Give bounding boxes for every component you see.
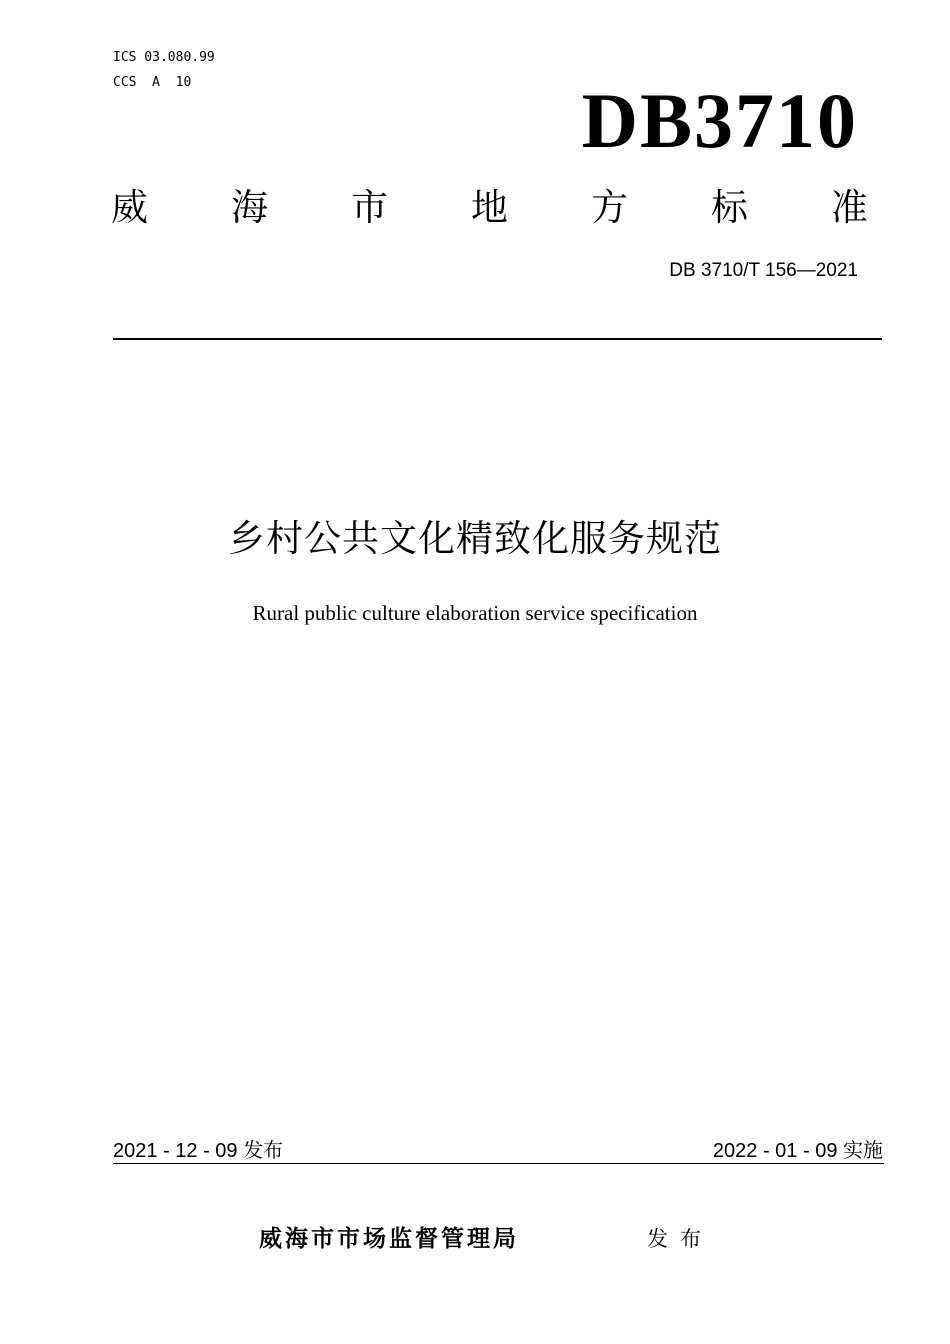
- standard-type-char: 市: [351, 186, 388, 229]
- standard-type-heading: [111, 186, 868, 230]
- standard-number: DB 3710/T 156—2021: [669, 260, 858, 281]
- issue-date: 2021 - 12 - 09 发布: [113, 1140, 284, 1162]
- document-title-chinese: 乡村公共文化精致化服务规范: [228, 517, 722, 560]
- ccs-code: CCS A 10: [113, 75, 192, 90]
- issuing-action: 发布: [647, 1227, 713, 1251]
- issuing-authority: 威海市市场监督管理局: [259, 1226, 519, 1252]
- standard-type-char: 方: [591, 186, 628, 229]
- standard-logo: DB3710: [581, 77, 858, 164]
- standard-type-char: 海: [231, 186, 268, 229]
- top-divider: [113, 338, 882, 340]
- document-title-english: Rural public culture elaboration service specification: [252, 601, 698, 625]
- bottom-divider: [113, 1163, 884, 1164]
- standard-type-char: 地: [471, 186, 508, 229]
- implementation-date: 2022 - 01 - 09 实施: [712, 1140, 883, 1162]
- ics-code: ICS 03.080.99: [113, 50, 215, 65]
- standard-type-char: 准: [831, 186, 868, 229]
- standard-type-char: 标: [711, 186, 748, 229]
- standard-type-char: 威: [111, 186, 148, 229]
